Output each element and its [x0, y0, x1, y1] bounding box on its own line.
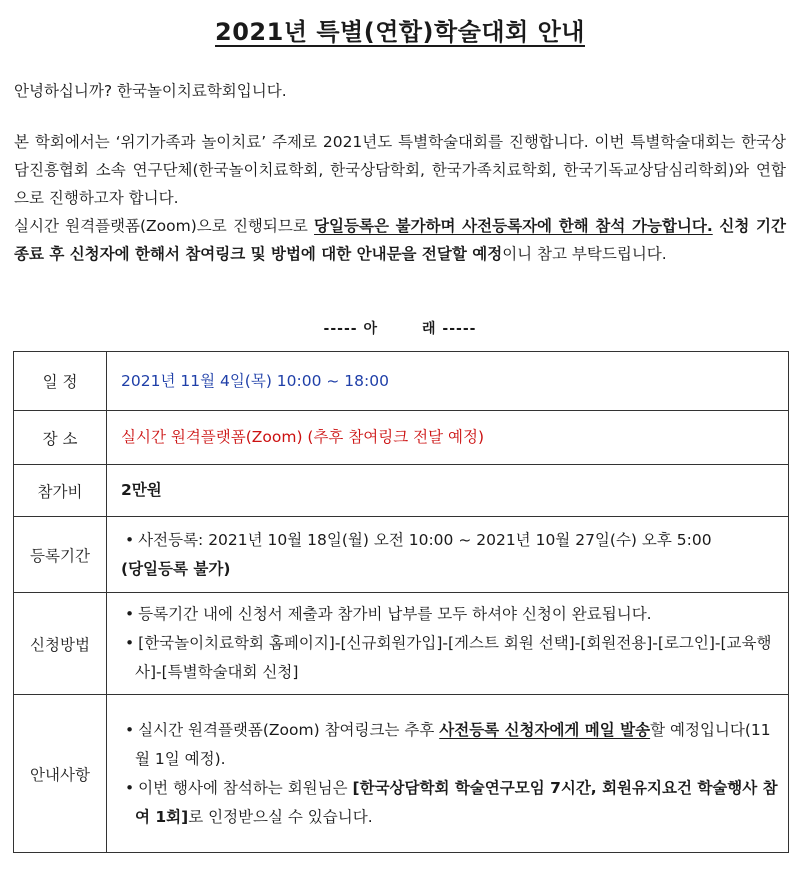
table-row — [14, 465, 789, 517]
intro-paragraph-2d: 이니 참고 부탁드립니다. — [502, 245, 667, 263]
intro-paragraph-2a: 실시간 원격플랫폼(Zoom)으로 진행되므로 — [14, 217, 315, 235]
intro-paragraph-1: 본 학회에서는 ‘위기가족과 놀이치료’ 주제로 2021년도 특별학술대회를 진행합니다. 이번 특별학술대회는 한국상담진흥협회 소속 연구단체(한국놀이치료학회, 한국상담학회, 한국가족치료학회, 한국기독교상담심리학회)와 연합으로 진행하고자 합니다. — [14, 133, 786, 207]
table-row — [14, 593, 789, 695]
intro-text — [14, 128, 786, 268]
notice-item-2b: [한국상담학회 학술연구모임 7시간, 회원유지요건 학술행사 참여 1회] — [135, 778, 778, 826]
fee-value: 2만원 — [107, 465, 789, 517]
method-item: • [한국놀이치료학회 홈페이지]-[신규회원가입]-[게스트 회원 선택]-[회원전용]-[로그인]-[교육행사]-[특별학술대회 신청] — [121, 629, 778, 687]
page-title: 2021년 특별(연합)학술대회 안내 — [215, 18, 585, 46]
notice-item — [121, 774, 778, 832]
divider-right: 래 ----- — [422, 321, 477, 337]
schedule-value: 2021년 11월 4일(목) 10:00 ~ 18:00 — [107, 352, 789, 411]
period-label: 등록기간 — [14, 517, 107, 593]
method-value — [107, 593, 789, 695]
info-table — [13, 351, 789, 853]
notice-item — [121, 716, 778, 774]
table-row — [14, 695, 789, 853]
notice-item-2a: 이번 행사에 참석하는 회원님은 — [138, 778, 353, 797]
table-row — [14, 517, 789, 593]
period-note: (당일등록 불가) — [121, 559, 231, 578]
method-label: 신청방법 — [14, 593, 107, 695]
page-title-wrap — [0, 12, 800, 47]
greeting: 안녕하십니까? 한국놀이치료학회입니다. — [14, 82, 287, 100]
notice-label: 안내사항 — [14, 695, 107, 853]
table-row — [14, 352, 789, 411]
schedule-label: 일 정 — [14, 352, 107, 411]
notice-item-2c: 로 인정받으실 수 있습니다. — [188, 807, 373, 826]
notice-item-1b: 사전등록 신청자에게 메일 발송 — [439, 720, 651, 739]
venue-label: 장 소 — [14, 411, 107, 465]
method-item: • 등록기간 내에 신청서 제출과 참가비 납부를 모두 하셔야 신청이 완료됩니다. — [121, 600, 778, 629]
section-divider — [0, 318, 800, 338]
period-value — [107, 517, 789, 593]
notice-item-1c: 할 예정입니다(11월 1일 예정). — [135, 720, 771, 768]
intro-emphasis-underlined: 당일등록은 불가하며 사전등록자에 한해 참석 가능합니다. — [314, 217, 713, 235]
table-row — [14, 411, 789, 465]
intro-emphasis-bold: 신청 기간 종료 후 신청자에 한해서 참여링크 및 방법에 대한 안내문을 전달할 예정 — [14, 217, 787, 263]
period-line: • 사전등록: 2021년 10월 18일(월) 오전 10:00 ~ 2021년 10월 27일(수) 오후 5:00 — [121, 526, 778, 555]
notice-item-1a: 실시간 원격플랫폼(Zoom) 참여링크는 추후 — [138, 720, 440, 739]
fee-label: 참가비 — [14, 465, 107, 517]
venue-value: 실시간 원격플랫폼(Zoom) (추후 참여링크 전달 예정) — [107, 411, 789, 465]
notice-value — [107, 695, 789, 853]
divider-left: ----- 아 — [323, 321, 378, 337]
